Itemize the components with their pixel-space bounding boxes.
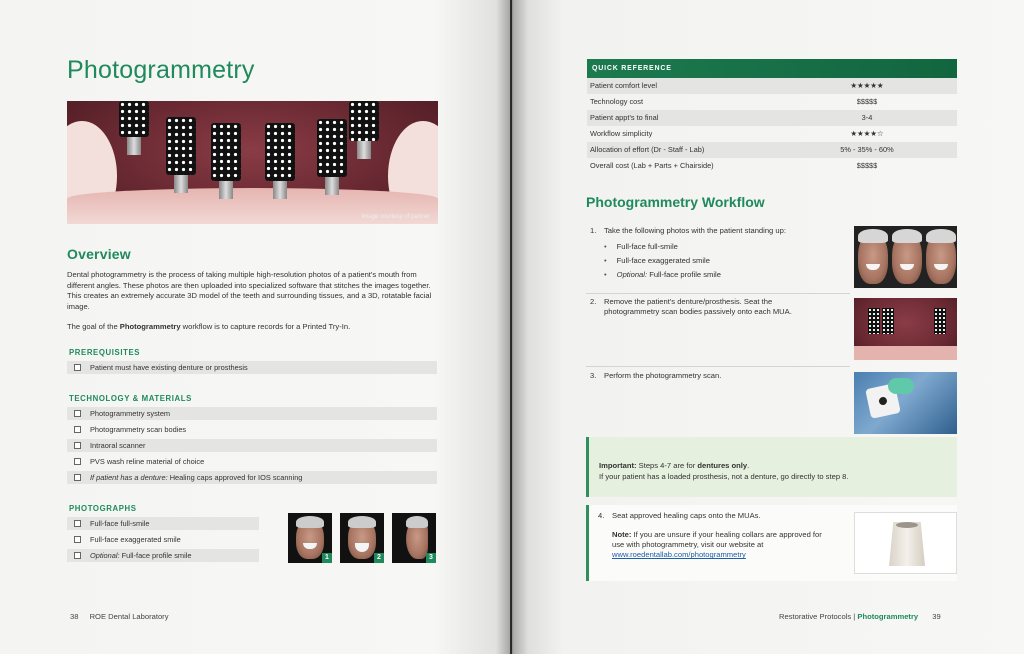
row-value: ★★★★★ [850, 81, 884, 91]
checklist-item[interactable] [67, 361, 437, 374]
goal-text-post: workflow is to capture records for a Printed Try-In. [180, 322, 351, 331]
checklist-label: Full-face exaggerated smile [90, 535, 181, 544]
scan-body [166, 117, 196, 175]
step-bullet [604, 270, 721, 279]
quick-reference-row [587, 78, 957, 94]
photographs-heading: PHOTOGRAPHS [69, 504, 137, 513]
step-text: Perform the photogrammetry scan. [604, 371, 722, 380]
important-text-pre: Steps 4-7 are for [636, 461, 698, 470]
scan-body [349, 101, 379, 141]
page-number: 38 [70, 612, 79, 621]
scan-body [934, 308, 946, 334]
checkbox[interactable] [74, 426, 81, 433]
step-number: 2. [590, 297, 597, 306]
checklist-label: PVS wash reline material of choice [90, 457, 205, 466]
checkbox[interactable] [74, 474, 81, 481]
quick-reference-row [587, 126, 957, 142]
step-number: 4. [598, 511, 605, 520]
checklist-label [90, 551, 191, 560]
checklist-label: Photogrammetry scan bodies [90, 425, 187, 434]
conditional-label: If patient has a denture: [90, 473, 168, 482]
note-text: use with photogrammetry, visit our website at [612, 540, 764, 550]
goal-text-bold: Photogrammetry [119, 322, 181, 331]
workflow-step-1 [590, 226, 786, 236]
left-page [0, 0, 510, 654]
important-text-post: . [747, 461, 750, 470]
technology-heading: TECHNOLOGY & MATERIALS [69, 394, 192, 403]
step-text: Take the following photos with the patient standing up: [604, 226, 786, 235]
step-number: 1. [590, 226, 597, 235]
workflow-heading: Photogrammetry Workflow [586, 194, 765, 210]
row-value: ★★★★☆ [850, 129, 884, 139]
optional-label: Optional: [90, 551, 120, 560]
step-bullet: • Full-face exaggerated smile [604, 256, 710, 265]
optional-label: Optional: [616, 270, 648, 279]
face [858, 232, 888, 284]
scanner-photo [854, 372, 957, 434]
lab-name: ROE Dental Laboratory [89, 612, 169, 621]
row-value: $$$$$ [856, 161, 878, 171]
quick-reference-row [587, 158, 957, 174]
checkbox[interactable] [74, 536, 81, 543]
checkbox[interactable] [74, 552, 81, 559]
divider [586, 366, 850, 367]
row-label: Patient appt's to final [590, 113, 659, 123]
row-label: Patient comfort level [590, 81, 657, 91]
checklist-item[interactable] [67, 471, 437, 484]
scan-body [265, 123, 295, 181]
important-text [599, 461, 848, 482]
checklist-item[interactable] [67, 533, 259, 546]
healing-cap [889, 522, 925, 566]
divider [586, 293, 850, 294]
optional-text: Full-face profile smile [647, 270, 721, 279]
photo-credit: Image courtesy of partner [361, 214, 430, 220]
important-line2: If your patient has a loaded prosthesis, not a denture, go directly to step 8. [599, 471, 849, 481]
important-label: Important: [599, 461, 637, 470]
overview-heading: Overview [67, 246, 131, 262]
scan-body [868, 308, 880, 334]
quick-reference-row [587, 110, 957, 126]
checkbox[interactable] [74, 364, 81, 371]
hair [406, 516, 428, 528]
checklist-label: Full-face full-smile [90, 519, 150, 528]
checklist-item[interactable] [67, 439, 437, 452]
checklist-item[interactable] [67, 549, 259, 562]
footer-separator: | [851, 612, 858, 621]
conditional-text: Healing caps approved for IOS scanning [167, 473, 303, 482]
checklist-item[interactable] [67, 455, 437, 468]
page-title: Photogrammetry [67, 56, 255, 84]
checkbox[interactable] [74, 520, 81, 527]
quick-reference-row [587, 94, 957, 110]
healing-cap-photo [854, 512, 957, 574]
checklist-label: Patient must have existing denture or prosthesis [90, 363, 248, 372]
note-text: If you are unsure if your healing collars are approved for [631, 530, 822, 539]
checklist-label: Intraoral scanner [90, 441, 146, 450]
step-text: Remove the patient's denture/prosthesis. Seat the [604, 297, 773, 306]
checklist-label [90, 473, 302, 482]
page-number: 39 [932, 612, 941, 621]
photo-thumbnail [288, 513, 332, 563]
important-bold: dentures only [697, 461, 748, 470]
checklist-item[interactable] [67, 517, 259, 530]
scan-bodies-photo [67, 101, 438, 224]
goal-paragraph [67, 322, 437, 333]
scan-bodies-photo [854, 298, 957, 360]
quick-reference-row [587, 142, 957, 158]
workflow-step-2 [590, 297, 792, 317]
workflow-step-3 [590, 371, 721, 381]
thumbnail-number: 2 [374, 553, 384, 563]
thumbnail-number: 3 [426, 553, 436, 563]
prerequisites-heading: PREREQUISITES [69, 348, 141, 357]
overview-paragraph: Dental photogrammetry is the process of taking multiple high-resolution photos of a patient's mouth from different angles. These photos are then uploaded into specialized software that stitches the images together. This creates an extremely accurate 3D model of the teeth and surrounding tissues, and a 3D, rotatable facial image. [67, 270, 432, 311]
checklist-label: Photogrammetry system [90, 409, 171, 418]
website-link[interactable]: www.roedentallab.com/photogrammetry [612, 550, 746, 560]
book-spine [496, 0, 528, 654]
note-label: Note: [612, 530, 632, 539]
row-label: Overall cost (Lab + Parts + Chairside) [590, 161, 714, 171]
page-footer-left [70, 612, 169, 621]
scan-body [882, 308, 894, 334]
photo-thumbnail [340, 513, 384, 563]
checkbox[interactable] [74, 410, 81, 417]
goal-text-pre: The goal of the [67, 322, 120, 331]
checkbox[interactable] [74, 442, 81, 449]
checklist-item[interactable] [67, 407, 437, 420]
footer-section: Restorative Protocols [779, 612, 852, 621]
row-label: Workflow simplicity [590, 129, 653, 139]
step-text: photogrammetry scan bodies passively onto each MUA. [604, 307, 792, 317]
page-footer-right [779, 612, 941, 621]
optional-text: Full-face profile smile [119, 551, 192, 560]
checklist-item[interactable] [67, 423, 437, 436]
gum [854, 346, 957, 360]
scan-body [317, 119, 347, 177]
hair [296, 516, 324, 528]
face [892, 232, 922, 284]
hair [348, 516, 376, 528]
scan-body [211, 123, 241, 181]
row-value: 3-4 [861, 113, 873, 123]
thumbnail-number: 1 [322, 553, 332, 563]
photo-thumbnail [392, 513, 436, 563]
workflow-step-4 [598, 511, 761, 521]
right-page [512, 0, 1024, 654]
row-label: Allocation of effort (Dr - Staff - Lab) [590, 145, 705, 155]
row-label: Technology cost [590, 97, 643, 107]
important-note [586, 437, 957, 497]
step-text: Seat approved healing caps onto the MUAs. [612, 511, 761, 520]
face [926, 232, 956, 284]
row-value: 5% - 35% - 60% [840, 145, 894, 155]
row-value: $$$$$ [856, 97, 878, 107]
step-number: 3. [590, 371, 597, 380]
gloved-hand [888, 378, 914, 394]
step-4-note [612, 530, 852, 561]
step-bullet: • Full-face full-smile [604, 242, 678, 251]
quick-reference-header: QUICK REFERENCE [587, 59, 957, 78]
scan-body [119, 101, 149, 137]
footer-topic: Photogrammetry [857, 612, 919, 621]
smile-photos [854, 226, 957, 288]
checkbox[interactable] [74, 458, 81, 465]
